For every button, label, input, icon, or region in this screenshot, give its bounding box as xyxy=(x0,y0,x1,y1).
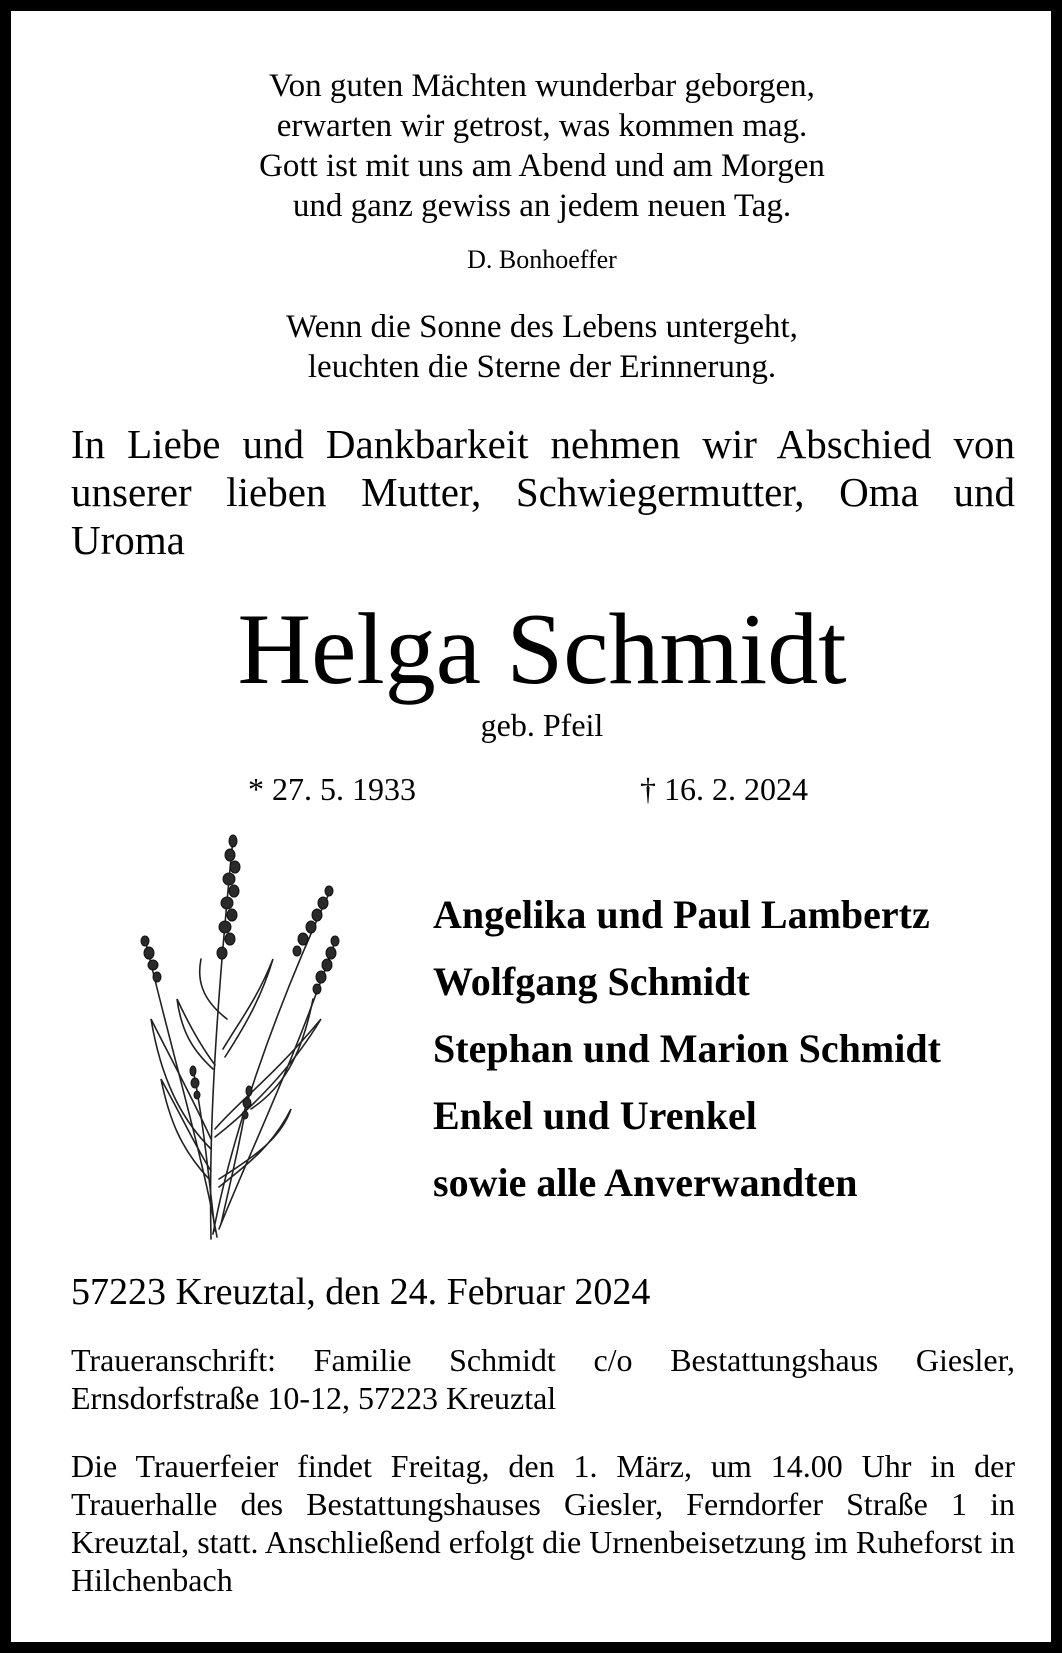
place-and-date: 57223 Kreuztal, den 24. Februar 2024 xyxy=(71,1271,651,1313)
poem-line: und ganz gewiss an jedem neuen Tag. xyxy=(292,188,792,224)
mourner: Stephan und Marion Schmidt xyxy=(433,1026,941,1071)
funeral-ceremony-info: Die Trauerfeier findet Freitag, den 1. März, um 14.00 Uhr in der Trauerhalle des Bestattungshauses Giesler, Ferndorfer Straße 1 in Kreuztal, statt. Anschließend erfolgt die Urnenbeisetzung im Ruheforst in Hilchenbach xyxy=(71,1448,1015,1598)
poem-author: D. Bonhoeffer xyxy=(467,245,617,274)
leaf xyxy=(223,959,273,1057)
memorial-quote xyxy=(11,307,1062,387)
leaf xyxy=(200,959,227,1019)
lavender-sprig-illustration xyxy=(131,819,371,1249)
quote-line: leuchten die Sterne der Erinnerung. xyxy=(307,349,777,385)
poem-line: Gott ist mit uns am Abend und am Morgen xyxy=(259,148,825,184)
birth-date: * 27. 5. 1933 xyxy=(248,771,416,807)
mourner: Enkel und Urenkel xyxy=(433,1093,757,1138)
quote-line: Wenn die Sonne des Lebens untergeht, xyxy=(286,309,798,345)
mourning-address: Traueranschrift: Familie Schmidt c/o Bestattungshaus Giesler, Ernsdorfstraße 10-12, 57223 Kreuztal xyxy=(71,1342,1015,1416)
mourners-list xyxy=(433,881,941,1216)
poem-line: erwarten wir getrost, was kommen mag. xyxy=(276,108,808,144)
farewell-intro: In Liebe und Dankbarkeit nehmen wir Abschied von unserer lieben Mutter, Schwiegermutter, Oma und Uroma xyxy=(71,421,1015,563)
deceased-name: Helga Schmidt xyxy=(237,593,847,706)
death-date: † 16. 2. 2024 xyxy=(640,771,808,807)
stem xyxy=(145,939,217,1237)
leaf xyxy=(251,999,313,1109)
mourner: sowie alle Anverwandten xyxy=(433,1160,858,1205)
leaf xyxy=(219,1109,291,1187)
mourner: Wolfgang Schmidt xyxy=(433,959,750,1004)
maiden-name: geb. Pfeil xyxy=(480,707,604,743)
flower-buds xyxy=(141,835,339,1119)
leaf xyxy=(161,1079,211,1179)
poem-line: Von guten Mächten wunderbar geborgen, xyxy=(269,68,815,104)
poem xyxy=(11,66,1062,226)
mourner: Angelika und Paul Lambertz xyxy=(433,892,930,937)
leaf xyxy=(177,999,215,1069)
